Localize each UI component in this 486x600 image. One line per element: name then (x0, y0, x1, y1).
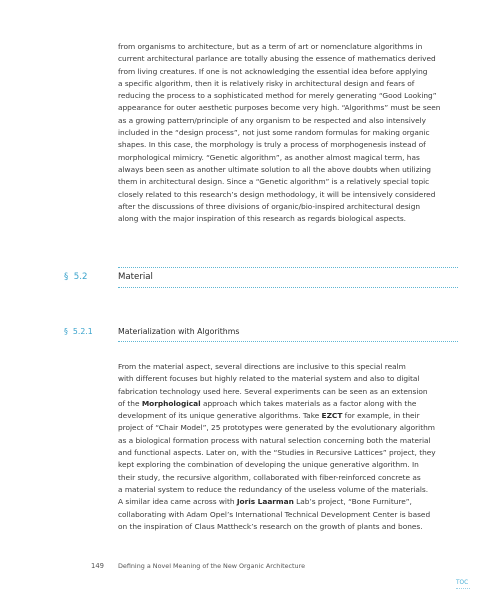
term-ezct: EZCT (321, 411, 343, 421)
subsection-number-value: 5.2.1 (72, 327, 93, 336)
text-line: From the material aspect, several directions are inclusive to this special realm (118, 362, 406, 371)
text-line: along with the major inspiration of this research as regards biological aspects. (118, 214, 406, 224)
text-line: their study, the recursive algorithm, collaborated with fiber-reinforced concrete as (118, 472, 421, 482)
body-paragraph-2 (118, 361, 458, 533)
section-divider-top (118, 267, 458, 268)
text-line: fabrication technology used here. Several experiments can be seen as an extension (118, 386, 428, 396)
text-line: from organisms to architecture, but as a term of art or nomenclature algorithms in (118, 42, 423, 51)
text-line: on the inspiration of Claus Mattheck’s research on the growth of plants and bones. (118, 521, 423, 531)
term-joris-laarman: Joris Laarman (236, 497, 294, 507)
text-line: a specific algorithm, then it is relatively risky in architectural design and fears of (118, 78, 415, 88)
text-line: shapes. In this case, the morphology is truly a process of morphogenesis instead of (118, 140, 426, 150)
text-line: a material system to reduce the redundancy of the useless volume of the materials. (118, 484, 429, 494)
section-number-value: 5.2 (73, 272, 88, 282)
text-line (118, 496, 458, 508)
text-line: collaborating with Adam Opel’s International Technical Development Center is based (118, 509, 431, 519)
text-line: project of “Chair Model”, 25 prototypes were generated by the evolutionary algorithm (118, 423, 435, 433)
toc-link[interactable]: TOC (456, 580, 469, 586)
text-run: development of its unique generative algorithms. Take (118, 411, 322, 421)
toc-underline (456, 588, 470, 589)
text-line: them in architectural design. Since a “Genetic algorithm” is a relatively special topic (118, 177, 430, 187)
subsection-number (64, 327, 93, 336)
text-line: as a growing pattern/principle of any organism to be respected and also intensively (118, 115, 427, 125)
section-title: Material (118, 272, 153, 282)
text-line (118, 398, 458, 410)
text-line: current architectural parlance are totally abusing the essence of mathematics derived (118, 54, 436, 64)
text-run: approach which takes materials as a factor along with the (200, 398, 417, 408)
running-footer-title: Defining a Novel Meaning of the New Organic Architecture (118, 562, 306, 570)
text-run: Lab’s project, “Bone Furniture”, (293, 497, 412, 507)
page-number: 149 (91, 562, 104, 570)
subsection-divider (118, 341, 458, 342)
subsection-title: Materialization with Algorithms (118, 327, 240, 336)
text-line: closely related to this research’s design methodology, it will be intensively considered (118, 189, 436, 199)
text-run: of the (118, 398, 142, 408)
text-line: always been seen as another ultimate solution to all the above doubts when utilizing (118, 164, 431, 174)
section-symbol: § (64, 272, 69, 282)
text-line (118, 410, 458, 422)
text-run: for example, in their (342, 411, 420, 421)
text-line: as a biological formation process with natural selection concerning both the material (118, 435, 431, 445)
text-line: and functional aspects. Later on, with the “Studies in Recursive Lattices” project, they (118, 448, 436, 458)
text-line: appearance for outer aesthetic purposes become very high. “Algorithms” must be seen (118, 103, 441, 113)
text-line: from living creatures. If one is not acknowledging the essential idea before applying (118, 66, 428, 76)
text-line: morphological mimicry. “Genetic algorithm”, as another almost magical term, has (118, 152, 420, 162)
text-line: with different focuses but highly related to the material system and also to digital (118, 374, 420, 384)
section-number (64, 272, 87, 282)
text-run: A similar idea came across with (118, 497, 237, 507)
text-line: after the discussions of three divisions of organic/bio-inspired architectural design (118, 201, 421, 211)
text-line: included in the “design process”, not just some random formulas for making organic (118, 128, 430, 138)
subsection-symbol: § (64, 327, 68, 336)
text-line: reducing the process to a sophisticated method for merely generating “Good Looking” (118, 91, 437, 101)
section-divider-bottom (118, 287, 458, 288)
term-morphological: Morphological (141, 398, 201, 408)
body-paragraph-1 (118, 41, 458, 225)
text-line: kept exploring the combination of developing the unique generative algorithm. In (118, 460, 419, 470)
